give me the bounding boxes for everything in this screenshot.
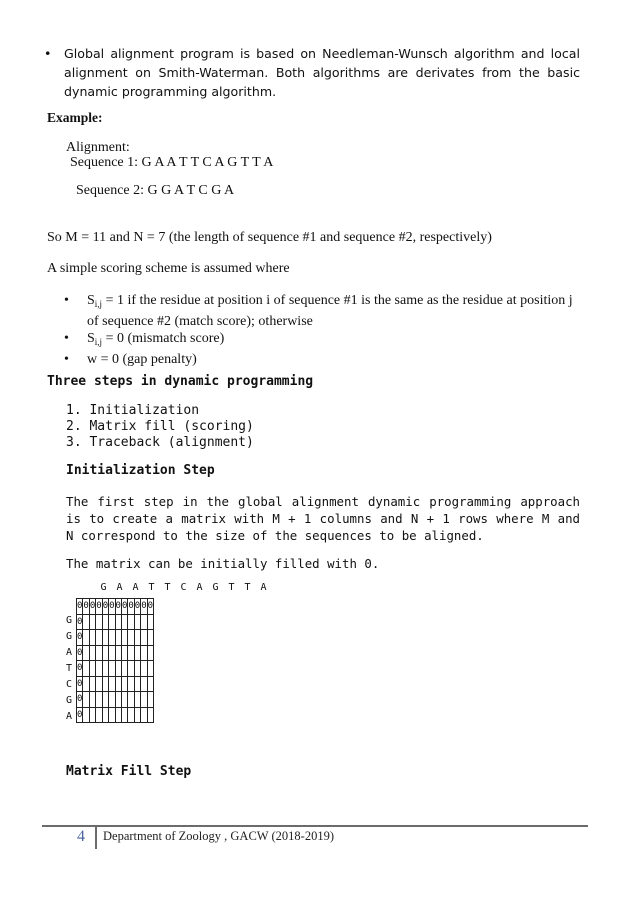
- matrix-fill-heading: Matrix Fill Step: [66, 764, 192, 779]
- matrix-cell: 0: [77, 630, 83, 646]
- matrix-cell: 0: [83, 599, 89, 615]
- matrix-cell: 0: [128, 599, 134, 615]
- matrix-cell: 0: [141, 599, 147, 615]
- scoring-list: [64, 292, 584, 368]
- m-n-statement: So M = 11 and N = 7 (the length of sequence #1 and sequence #2, respectively): [47, 230, 492, 245]
- matrix-row-label: G: [66, 695, 73, 706]
- example-label: Example:: [47, 110, 103, 125]
- matrix-cell: 0: [89, 599, 95, 615]
- matrix-row: [77, 645, 154, 661]
- matrix-column-label: T: [148, 582, 155, 593]
- matrix-column-label: A: [132, 582, 139, 593]
- matrix-row-label: C: [66, 679, 73, 690]
- matrix-cell: 0: [77, 645, 83, 661]
- gap-text: w = 0 (gap penalty): [87, 352, 197, 367]
- matrix-cell: 0: [77, 614, 83, 630]
- mismatch-prefix: S: [87, 331, 95, 346]
- footer-separator: [95, 827, 97, 849]
- matrix-column-label: A: [116, 582, 123, 593]
- bullet-dot: •: [64, 293, 69, 308]
- matrix-cell: 0: [77, 692, 83, 708]
- step-item: 1. Initialization: [66, 403, 200, 418]
- matrix-row: [77, 614, 154, 630]
- matrix-cell: [147, 707, 153, 723]
- matrix-column-label: T: [228, 582, 235, 593]
- intro-bullet-text: Global alignment program is based on Needleman-Wunsch algorithm and local alignment on Smith-Waterman. Both algorithms are derivates from the basic dynamic programming algorithm.: [64, 46, 580, 99]
- matrix-row: [77, 599, 154, 615]
- matrix-cell: [147, 692, 153, 708]
- alignment-label: Alignment:: [66, 140, 130, 155]
- matrix-cell: [147, 614, 153, 630]
- matrix-column-label: A: [260, 582, 267, 593]
- sequence-2: Sequence 2: G G A T C G A: [76, 183, 235, 198]
- match-subscript: i,j: [94, 299, 103, 309]
- initialization-paragraph: The first step in the global alignment dynamic programming approach is to create a matrix with M + 1 columns and N + 1 rows where M and N correspond to the size of the sequences to be aligned.: [66, 494, 580, 543]
- matrix-row: [77, 692, 154, 708]
- matrix-grid: [76, 598, 154, 723]
- matrix-cell: 0: [134, 599, 140, 615]
- matrix-column-label: G: [100, 582, 107, 593]
- matrix-cell: [147, 661, 153, 677]
- initialization-heading: Initialization Step: [66, 463, 215, 478]
- matrix-cell: 0: [102, 599, 108, 615]
- matrix-column-label: C: [180, 582, 187, 593]
- bullet-dot: •: [64, 331, 69, 346]
- match-score-item: [64, 292, 584, 330]
- matrix-cell: 0: [115, 599, 121, 615]
- filled-zero-text: The matrix can be initially filled with 0.: [66, 556, 380, 571]
- match-prefix: S: [87, 293, 95, 308]
- matrix-cell: 0: [77, 707, 83, 723]
- scoring-intro: A simple scoring scheme is assumed where: [47, 261, 290, 276]
- matrix-cell: 0: [121, 599, 127, 615]
- matrix-column-label: T: [164, 582, 171, 593]
- step-item: 2. Matrix fill (scoring): [66, 419, 254, 434]
- mismatch-text: = 0 (mismatch score): [102, 331, 225, 346]
- matrix-cell: 0: [96, 599, 102, 615]
- matrix-row-label: G: [66, 615, 73, 626]
- matrix-cell: [147, 645, 153, 661]
- footer-text: Department of Zoology , GACW (2018-2019): [103, 829, 334, 843]
- matrix-cell: 0: [77, 661, 83, 677]
- matrix-column-label: T: [244, 582, 251, 593]
- matrix-row-label: G: [66, 631, 73, 642]
- matrix-row: [77, 707, 154, 723]
- matrix-column-label: G: [212, 582, 219, 593]
- matrix-cell: 0: [147, 599, 153, 615]
- step-item: 3. Traceback (alignment): [66, 435, 254, 450]
- gap-penalty-item: [64, 351, 584, 368]
- matrix-cell: [147, 630, 153, 646]
- matrix-column-label: A: [196, 582, 203, 593]
- intro-bullet: [44, 44, 580, 101]
- matrix-row-label: A: [66, 711, 73, 722]
- matrix-row: [77, 630, 154, 646]
- mismatch-score-item: [64, 330, 584, 351]
- sequence-1: Sequence 1: G A A T T C A G T T A: [70, 155, 274, 170]
- match-text: = 1 if the residue at position i of sequence #1 is the same as the residue at position j of sequence #2 (match score); otherwise: [87, 293, 573, 329]
- matrix-cell: [147, 676, 153, 692]
- matrix-row-label: A: [66, 647, 73, 658]
- footer-rule: [42, 825, 588, 827]
- steps-list: [66, 403, 254, 451]
- page-number: 4: [77, 828, 85, 845]
- matrix-cell: 0: [77, 599, 83, 615]
- matrix-row-label: T: [66, 663, 73, 674]
- bullet-dot: •: [44, 46, 52, 61]
- matrix-cell: 0: [77, 676, 83, 692]
- three-steps-heading: Three steps in dynamic programming: [47, 374, 314, 389]
- bullet-dot: •: [64, 352, 69, 367]
- matrix-cell: 0: [109, 599, 115, 615]
- mismatch-subscript: i,j: [94, 337, 103, 347]
- matrix-row: [77, 676, 154, 692]
- matrix-row: [77, 661, 154, 677]
